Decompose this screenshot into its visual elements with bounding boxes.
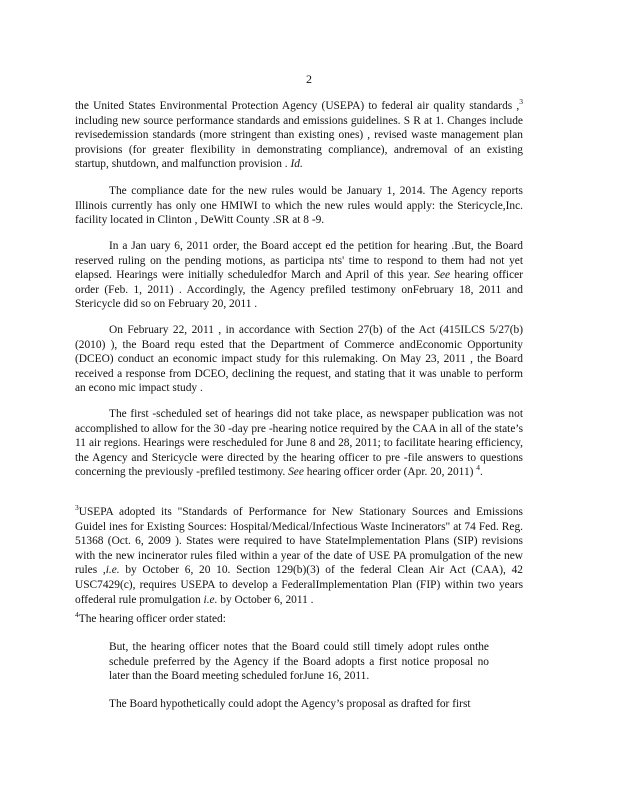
footnote-3 <box>75 505 523 607</box>
citation-italic: See <box>288 466 304 479</box>
footnote-4 <box>75 612 523 627</box>
citation-italic: i.e. <box>105 564 120 577</box>
paragraph-text: . <box>480 466 483 479</box>
footnote-text: by October 6, 2011 . <box>217 593 314 606</box>
footnote-marker: 4 <box>75 610 79 620</box>
body-paragraph-1 <box>75 99 523 172</box>
citation-italic: See <box>434 269 451 282</box>
footnote-text: USEPA adopted its "Standards of Performance for New Stationary Sources and Emissions Guidel ines for Existing Sources: Hospital/Medical/Infectious Waste Incinerators" at 74 Fed. Reg. 51368 (Oct. 6, 2009 ). States were required to have StateImplementation Plans (SIP) revisions with the new incinerator rules filed within a year of the date of USE PA promulgation of the new rules , <box>75 506 523 577</box>
paragraph-text: In a Jan uary 6, 2011 order, the Board accept ed the petition for hearing .But, the Board reserved ruling on the pending motions, as participa nts' time to respond to them had not yet elapsed. Hearings were initially scheduledfor March and April of this year. <box>75 240 523 282</box>
page-number: 2 <box>306 72 312 86</box>
citation-italic: i.e. <box>203 593 218 606</box>
footnote-text: by October 6, 20 10. Section 129(b)(3) of the federal Clean Air Act (CAA), 42 USC7429(c), requires USEPA to develop a FederalImplementation Plan (FIP) within two years offederal rule promulgation <box>75 564 523 606</box>
citation-italic: Id. <box>290 158 303 171</box>
paragraph-text: the United States Environmental Protection Agency (USEPA) to federal air quality standards , <box>75 100 520 112</box>
body-paragraph-4: On February 22, 2011 , in accordance with Section 27(b) of the Act (415ILCS 5/27(b) (2010) ), the Board requ ested that the Department of Commerce andEconomic Opportunity (DCEO) conduct an economic impact study for this rulemaking. On May 23, 2011 , the Board received a response from DCEO, declining the request, and stating that it was unable to perform an econo mic impact study . <box>75 324 523 395</box>
footnote-ref-3[interactable]: 3 <box>519 97 523 107</box>
block-quote-2: The Board hypothetically could adopt the Agency’s proposal as drafted for first <box>109 698 471 710</box>
paragraph-text: hearing officer order (Feb. 1, 2011) . Accordingly, the Agency prefiled testimony onFebruary 18, 2011 and Stericycle did so on February 20, 2011 . <box>75 269 523 311</box>
footnote-text: The hearing officer order stated: <box>78 613 226 625</box>
footnote-ref-4[interactable]: 4 <box>476 463 481 473</box>
paragraph-text: The first -scheduled set of hearings did not take place, as newspaper publication was not accomplished to allow for the 30 -day pre -hearing notice required by the CAA in all of the state’s 11 air regions. Hearings were rescheduled for June 8 and 28, 2011; to facilitate hearing efficiency, the Agency and Stericycle were directed by the hearing officer to pre -file answers to questions concerning the previously -prefiled testimony. <box>75 408 523 479</box>
paragraph-text: hearing officer order (Apr. 20, 2011) <box>303 466 477 479</box>
body-paragraph-2: The compliance date for the new rules would be January 1, 2014. The Agency reports Illinois currently has only one HMIWI to which the new rules would apply: the Stericycle,Inc. facility located in Clinton , DeWitt County .SR at 8 -9. <box>75 185 523 227</box>
footnote-marker: 3 <box>75 503 79 513</box>
body-paragraph-3 <box>75 239 523 312</box>
paragraph-text: including new source performance standards and emissions guidelines. S R at 1. Changes include revisedemission standards (more stringent than existing ones) , revised waste management plan provisions (for greater flexibility in demonstrating compliance), andremoval of an existing startup, shutdown, and malfunction provision . <box>75 114 523 171</box>
block-quote-1: But, the hearing officer notes that the Board could still timely adopt rules onthe schedule preferred by the Agency if the Board adopts a first notice proposal no later than the Board meeting scheduled forJune 16, 2011. <box>109 641 489 683</box>
body-paragraph-5 <box>75 407 523 480</box>
